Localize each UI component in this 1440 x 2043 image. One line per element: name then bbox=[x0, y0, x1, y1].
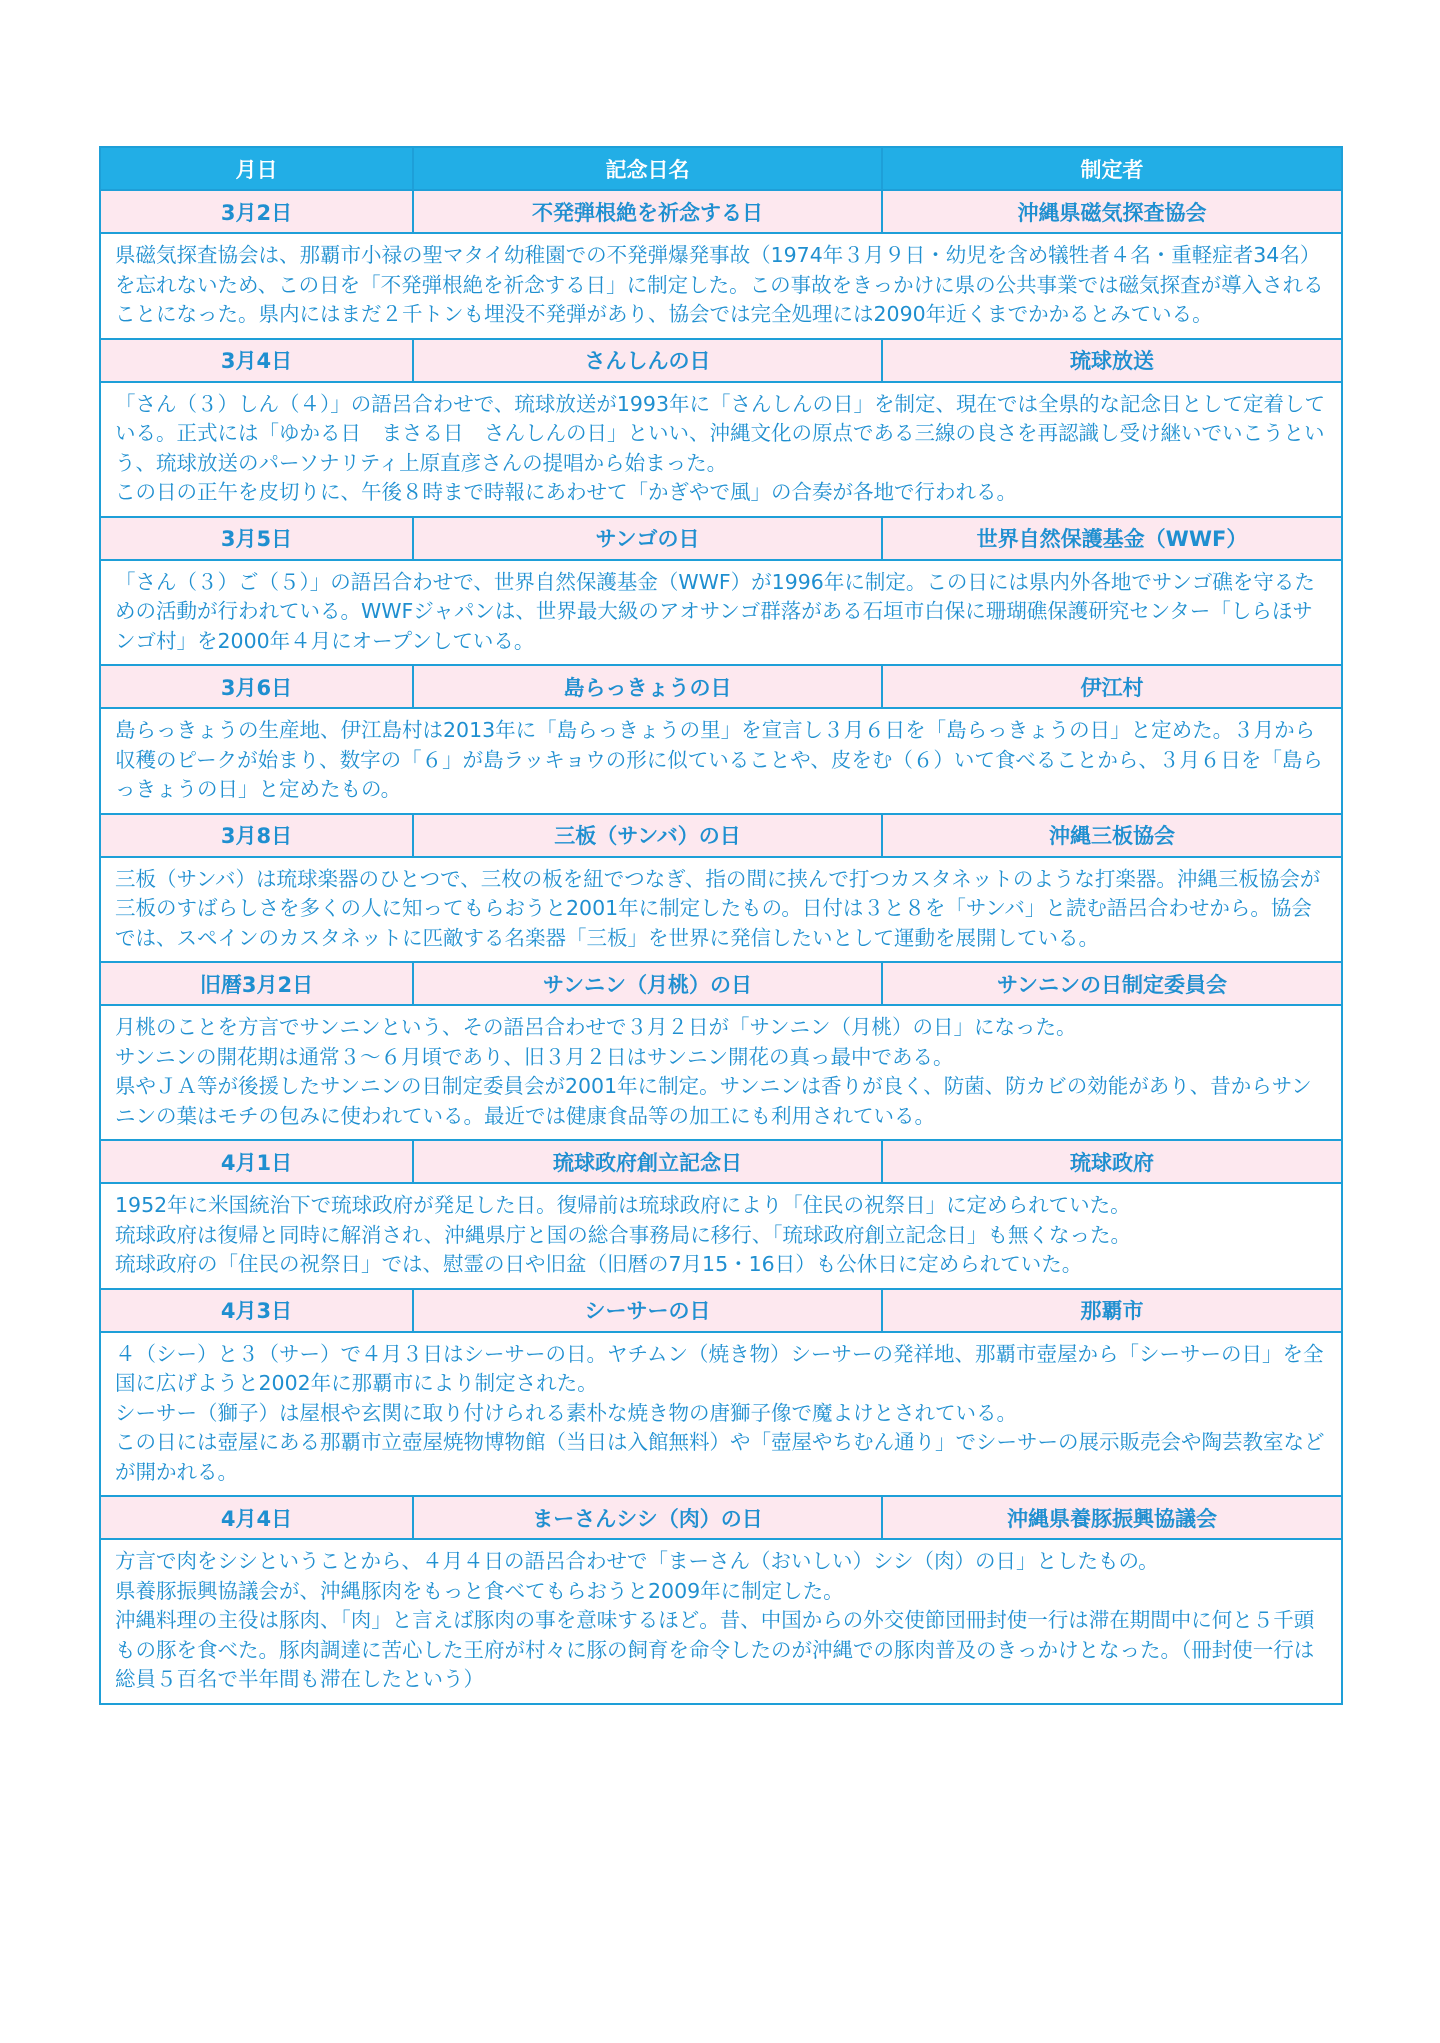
entry-org: 伊江村 bbox=[1080, 675, 1144, 700]
entry-org: 沖縄三板協会 bbox=[1049, 824, 1175, 848]
entry-name: 三板（サンバ）の日 bbox=[414, 815, 883, 856]
description-paragraph: ４（シー）と３（サー）で４月３日はシーサーの日。ヤチムン（焼き物）シーサーの発祥地、那覇市壺屋から「シーサーの日」を全国に広げようと2002年に那覇市により制定された。 bbox=[115, 1341, 1324, 1395]
description-paragraph: 島らっきょうの生産地、伊江島村は2013年に「島らっきょうの里」を宣言し３月６日を「島らっきょうの日」と定めた。３月から収穫のピークが始まり、数字の「６」が島ラッキョウの形に似ていることや、皮をむ（６）いて食べることから、３月６日を「島らっきょうの日」と定めたもの。 bbox=[115, 718, 1323, 801]
header-date: 月日 bbox=[101, 148, 414, 189]
entry-description bbox=[101, 1540, 1341, 1705]
commemorative-days-table bbox=[99, 146, 1343, 1705]
entry-name: サンゴの日 bbox=[414, 518, 883, 559]
table-row bbox=[101, 191, 1341, 234]
description-paragraph: この日には壺屋にある那覇市立壺屋焼物博物館（当日は入館無料）や「壺屋やちむん通り」でシーサーの展示販売会や陶芸教室などが開かれる。 bbox=[115, 1430, 1325, 1484]
table-row bbox=[101, 518, 1341, 561]
entry-org: 那覇市 bbox=[1080, 1299, 1144, 1323]
entry-org: 沖縄県養豚振興協議会 bbox=[1007, 1506, 1217, 1531]
entry-org: 琉球政府 bbox=[1070, 1150, 1154, 1175]
table-row bbox=[101, 666, 1341, 709]
header-org: 制定者 bbox=[1080, 157, 1144, 182]
description-paragraph: 琉球政府は復帰と同時に解消され、沖縄県庁と国の総合事務局に移行、「琉球政府創立記念日」も無くなった。 bbox=[115, 1222, 1131, 1247]
entry-org: 沖縄県磁気探査協会 bbox=[1017, 200, 1207, 225]
entry-name: 不発弾根絶を祈念する日 bbox=[414, 191, 883, 232]
description-paragraph: 県磁気探査協会は、那覇市小禄の聖マタイ幼稚園での不発弾爆発事故（1974年３月９日・幼児を含め犠牲者４名・重軽症者34名）を忘れないため、この日を「不発弾根絶を祈念する日」に制定した。この事故をきっかけに県の公共事業では磁気探査が導入されることになった。県内にはまだ２千トンも埋没不発弾があり、協会では完全処理には2090年近くまでかかるとみている。 bbox=[115, 243, 1324, 326]
entry-date: 旧暦3月2日 bbox=[101, 963, 414, 1004]
entry-date: 3月6日 bbox=[101, 666, 414, 707]
entry-date: 4月3日 bbox=[101, 1290, 414, 1331]
description-paragraph: この日の正午を皮切りに、午後８時まで時報にあわせて「かぎやで風」の合奏が各地で行われる。 bbox=[115, 480, 1017, 504]
entry-org: 世界自然保護基金（WWF） bbox=[976, 527, 1248, 551]
entry-name: シーサーの日 bbox=[414, 1290, 883, 1331]
entry-date: 4月4日 bbox=[101, 1497, 414, 1538]
description-paragraph: 沖縄料理の主役は豚肉、「肉」と言えば豚肉の事を意味するほど。昔、中国からの外交使節団冊封使一行は滞在期間中に何と５千頭もの豚を食べた。豚肉調達に苦心した王府が村々に豚の飼育を命令したのが沖縄での豚肉普及のきっかけとなった。（冊封使一行は総員５百名で半年間も滞在したという） bbox=[115, 1608, 1315, 1691]
entry-name: 琉球政府創立記念日 bbox=[414, 1141, 883, 1182]
entry-name: 島らっきょうの日 bbox=[414, 666, 883, 707]
entry-description bbox=[101, 1184, 1341, 1290]
description-paragraph: 県やＪＡ等が後援したサンニンの日制定委員会が2001年に制定。サンニンは香りが良く、防菌、防カビの効能があり、昔からサンニンの葉はモチの包みに使われている。最近では健康食品等の加工にも利用されている。 bbox=[115, 1074, 1312, 1128]
description-paragraph: 県養豚振興協議会が、沖縄豚肉をもっと食べてもらおうと2009年に制定した。 bbox=[115, 1578, 844, 1603]
description-paragraph: 琉球政府の「住民の祝祭日」では、慰霊の日や旧盆（旧暦の7月15・16日）も公休日に定められていた。 bbox=[115, 1252, 1083, 1276]
table-row bbox=[101, 815, 1341, 858]
description-paragraph: 「さん（３）しん（４）」の語呂合わせで、琉球放送が1993年に「さんしんの日」を制定、現在では全県的な記念日として定着している。正式には「ゆかる日 まさる日 さんしんの日」といい、沖縄文化の原点である三線の良さを再認識し受け継いでいこうという、琉球放送のパーソナリティ上原直彦さんの提唱から始まった。 bbox=[115, 391, 1326, 475]
header-name: 記念日名 bbox=[414, 148, 883, 189]
table-row bbox=[101, 1497, 1341, 1540]
entry-description bbox=[101, 1333, 1341, 1498]
entry-date: 3月8日 bbox=[101, 815, 414, 856]
entry-date: 3月5日 bbox=[101, 518, 414, 559]
description-paragraph: サンニンの開花期は通常３〜６月頃であり、旧３月２日はサンニン開花の真っ最中である。 bbox=[115, 1044, 954, 1069]
entry-description bbox=[101, 383, 1341, 518]
entry-description bbox=[101, 234, 1341, 340]
entry-date: 3月2日 bbox=[101, 191, 414, 232]
description-paragraph: 1952年に米国統治下で琉球政府が発足した日。復帰前は琉球政府により「住民の祝祭日」に定められていた。 bbox=[115, 1193, 1131, 1217]
description-paragraph: 三板（サンバ）は琉球楽器のひとつで、三枚の板を紐でつなぎ、指の間に挟んで打つカスタネットのような打楽器。沖縄三板協会が三板のすばらしさを多くの人に知ってもらおうと2001年に制定したもの。日付は３と８を「サンバ」と読む語呂合わせから。協会では、スペインのカスタネットに匹敵する名楽器「三板」を世界に発信したいとして運動を展開している。 bbox=[115, 866, 1321, 950]
table-header-row bbox=[101, 148, 1341, 191]
entry-date: 4月1日 bbox=[101, 1141, 414, 1182]
entry-description bbox=[101, 561, 1341, 667]
entry-date: 3月4日 bbox=[101, 340, 414, 381]
entry-name: さんしんの日 bbox=[414, 340, 883, 381]
entry-name: サンニン（月桃）の日 bbox=[414, 963, 883, 1004]
entry-org: サンニンの日制定委員会 bbox=[997, 972, 1227, 997]
table-row bbox=[101, 1290, 1341, 1333]
description-paragraph: 「さん（３）ご（５）」の語呂合わせで、世界自然保護基金（WWF）が1996年に制定。この日には県内外各地でサンゴ礁を守るための活動が行われている。WWFジャパンは、世界最大級のアオサンゴ群落がある石垣市白保に珊瑚礁保護研究センター「しらほサンゴ村」を2000年４月にオープンしている。 bbox=[115, 569, 1315, 653]
entry-org: 琉球放送 bbox=[1070, 349, 1154, 373]
entry-description bbox=[101, 709, 1341, 815]
entry-description bbox=[101, 858, 1341, 964]
table-row bbox=[101, 1141, 1341, 1184]
table-row bbox=[101, 340, 1341, 383]
description-paragraph: シーサー（獅子）は屋根や玄関に取り付けられる素朴な焼き物の唐獅子像で魔よけとされている。 bbox=[115, 1400, 1017, 1425]
entry-name: まーさんシシ（肉）の日 bbox=[414, 1497, 883, 1538]
entries-container bbox=[101, 191, 1341, 1705]
description-paragraph: 月桃のことを方言でサンニンという、その語呂合わせで３月２日が「サンニン（月桃）の日」になった。 bbox=[115, 1015, 1077, 1039]
table-row bbox=[101, 963, 1341, 1006]
description-paragraph: 方言で肉をシシということから、４月４日の語呂合わせで「まーさん（おいしい）シシ（肉）の日」としたもの。 bbox=[115, 1549, 1159, 1573]
entry-description bbox=[101, 1006, 1341, 1141]
